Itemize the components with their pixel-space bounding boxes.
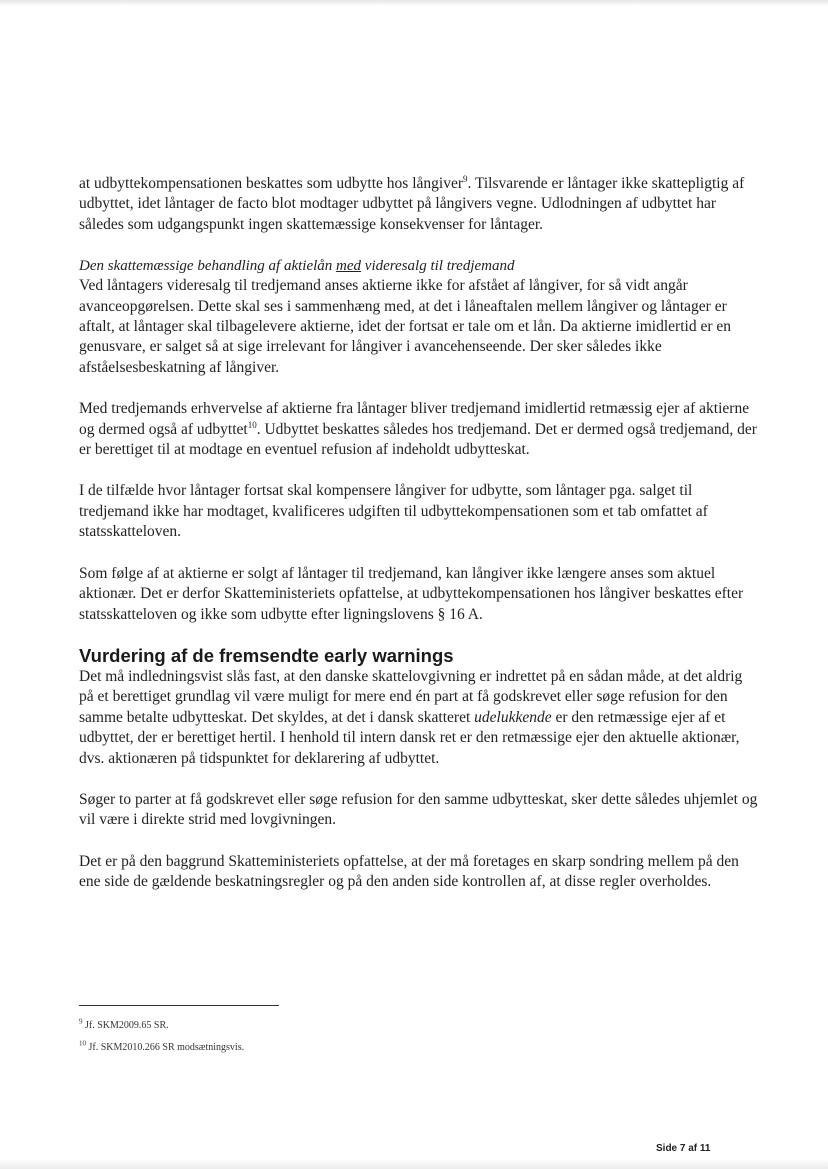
scan-edge-bottom [0, 1159, 828, 1169]
footnote-divider [79, 1005, 279, 1006]
paragraph: Med tredjemands erhvervelse af aktierne fra låntager bliver tredjemand imidlertid retmæssig ejer af aktierne og dermed også af udbyttet$^{10}$. Udbyttet beskattes således hos tredjemand. Det er dermed også tredjemand, der er berettiget til at modtage en eventuel refusion af indeholdt udbytteskat. [79, 400, 757, 459]
footnote: $^9$ Jf. SKM2009.65 SR. [79, 1017, 169, 1031]
paragraph: Det må indledningsvist slås fast, at den danske skattelovgivning er indrettet på en sådan måde, at det aldrig på et berettiget grundlag vil være muligt for mere end én part at få godskrevet eller søge refusion for den samme betalte udbytteskat. Det skyldes, at det i dansk skatteret udelukkende er den retmæssige ejer af et udbyttet, der er berettiget hertil. I henhold til intern dansk ret er den retmæssige ejer den aktuelle aktionær, dvs. aktionæren på tidspunktet for deklarering af udbyttet. [79, 667, 743, 767]
paragraph: Ved låntagers videresalg til tredjemand anses aktierne ikke for afstået af långiver, for så vidt angår avanceopgørelsen. Dette skal ses i sammenhæng med, at det i låneaftalen mellem långiver og låntager er aftalt, at låntager skal tilbagelevere aktierne, idet der fortsat er tale om et lån. Da aktierne imidlertid er en genusvare, er salget så at sige irrelevant for långiver i avancehenseende. Der sker således ikke afståelsesbeskatning af långiver. [79, 277, 731, 376]
footnote: $^{10}$ Jf. SKM2010.266 SR modsætningsvis. [79, 1039, 245, 1053]
footnotes [79, 1017, 579, 1064]
document-body [79, 174, 759, 893]
paragraph: I de tilfælde hvor låntager fortsat skal kompensere långiver for udbytte, som låntager pga. salget til tredjemand ikke har modtaget, kvalificeres udgiften til udbyttekompensationen som et tab omfattet af statsskatteloven. [79, 482, 708, 541]
page-number: Side 7 af 11 [656, 1143, 711, 1154]
footnote-ref[interactable]: 10 [247, 419, 257, 430]
paragraph: Det er på den baggrund Skatteministeriets opfattelse, at der må foretages en skarp sondring mellem på den ene side de gældende beskatningsregler og på den anden side kontrollen af, at disse regler overholdes. [79, 852, 739, 891]
subheading: Den skattemæssige behandling af aktielån med videresalg til tredjemand [79, 258, 515, 275]
scan-edge-top [0, 0, 828, 6]
footnote-ref[interactable]: 9 [462, 173, 468, 184]
section-heading: Vurdering af de fremsendte early warnings [79, 644, 454, 666]
paragraph: at udbyttekompensationen beskattes som udbytte hos långiver$^9$. Tilsvarende er låntager ikke skattepligtig af udbyttet, idet låntager de facto blot modtager udbyttet på långivers vegne. Udlodningen af udbyttet har således som udgangspunkt ingen skattemæssige konsekvenser for låntager. [79, 173, 745, 233]
paragraph: Søger to parter at få godskrevet eller søge refusion for den samme udbytteskat, sker dette således uhjemlet og vil være i direkte strid med lovgivningen. [79, 790, 758, 829]
paragraph: Som følge af at aktierne er solgt af låntager til tredjemand, kan långiver ikke længere anses som aktuel aktionær. Det er derfor Skatteministeriets opfattelse, at udbyttekompensationen hos långiver beskattes efter statsskatteloven og ikke som udbytte efter ligningslovens § 16 A. [79, 564, 744, 623]
